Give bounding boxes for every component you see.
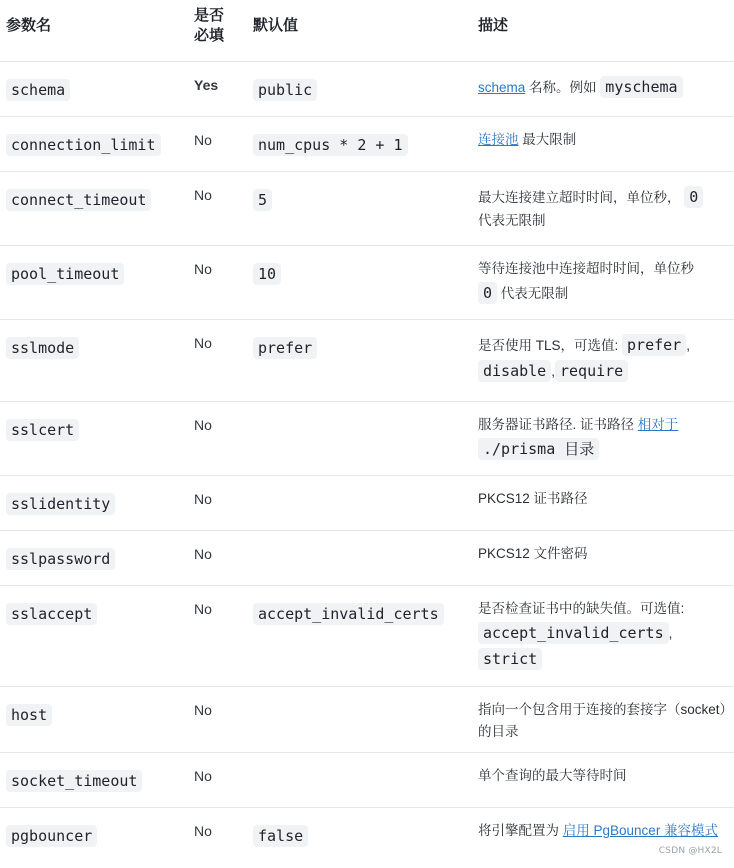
default-cell [247, 476, 472, 491]
description-text-2: 代表无限制 [478, 213, 546, 228]
default-cell [247, 62, 472, 103]
default-cell [247, 753, 472, 768]
default-code: public [253, 79, 317, 101]
description-separator: , [668, 626, 673, 641]
description-text: 等待连接池中连接超时时间，单位秒 [478, 261, 694, 276]
header-required-line1: 是否 [194, 7, 225, 24]
default-cell [247, 172, 472, 213]
param-name-code: host [6, 704, 52, 726]
description-cell [472, 320, 734, 384]
description-code: accept_invalid_certs [478, 622, 669, 644]
table-row [0, 320, 734, 402]
description-code: 0 [478, 282, 497, 304]
description-text: 名称。例如 [525, 80, 601, 95]
description-cell [472, 687, 734, 743]
description-text: 是否使用 TLS，可选值: [478, 338, 623, 353]
description-text: 服务器证书路径. 证书路径 [478, 417, 638, 432]
param-name-code: schema [6, 79, 70, 101]
default-code: 5 [253, 189, 272, 211]
param-name-code: sslaccept [6, 603, 97, 625]
default-cell [247, 687, 472, 702]
description-code-3: require [555, 360, 628, 382]
description-text-2: 目录 [555, 440, 595, 458]
description-cell [472, 246, 734, 306]
required-value: No [194, 702, 212, 718]
param-name-code: socket_timeout [6, 770, 142, 792]
description-cell [472, 808, 734, 842]
description-cell [472, 62, 734, 100]
required-value: No [194, 335, 212, 351]
description-cell [472, 172, 734, 232]
description-text: 最大限制 [518, 132, 577, 147]
table-row [0, 808, 734, 868]
required-value: No [194, 601, 212, 617]
header-required [188, 0, 247, 46]
table-row [0, 687, 734, 753]
param-name-cell [0, 531, 188, 572]
description-code: 0 [684, 186, 703, 208]
watermark: CSDN @HX2L [658, 846, 722, 856]
default-code: 10 [253, 263, 281, 285]
pgbouncer-mode-link[interactable]: 启用 PgBouncer 兼容模式 [562, 823, 719, 838]
required-value: No [194, 768, 212, 784]
default-cell [247, 402, 472, 417]
default-code: num_cpus * 2 + 1 [253, 134, 408, 156]
param-name-code: connect_timeout [6, 189, 151, 211]
required-value: No [194, 491, 212, 507]
header-param-name: 参数名 [6, 17, 52, 34]
default-code: false [253, 825, 308, 847]
description-separator: , [686, 338, 690, 353]
header-required-line2: 必填 [194, 27, 225, 44]
description-text: PKCS12 文件密码 [478, 546, 588, 561]
description-code-2: strict [478, 648, 542, 670]
description-cell [472, 476, 734, 510]
required-value: No [194, 823, 212, 839]
required-value: Yes [194, 77, 219, 93]
description-code [478, 438, 599, 460]
param-name-code: pool_timeout [6, 263, 124, 285]
param-name-code: sslcert [6, 419, 79, 441]
relative-to-link[interactable]: 相对于 [637, 417, 679, 432]
param-name-cell [0, 753, 188, 794]
param-name-cell [0, 476, 188, 517]
connection-pool-link[interactable]: 连接池 [478, 132, 519, 147]
description-text: 最大连接建立超时时间，单位秒， [478, 190, 681, 205]
prisma-dir-code: ./prisma [483, 440, 556, 458]
required-value: No [194, 132, 212, 148]
header-description: 描述 [478, 17, 509, 34]
description-text: 指向一个包含用于连接的套接字（socket）的目录 [478, 702, 727, 739]
required-value: No [194, 417, 212, 433]
default-cell [247, 246, 472, 287]
param-name-cell [0, 117, 188, 158]
default-cell [247, 531, 472, 546]
param-name-cell [0, 62, 188, 103]
required-value: No [194, 261, 212, 277]
header-default: 默认值 [253, 17, 299, 34]
description-cell [472, 117, 734, 151]
default-code: prefer [253, 337, 317, 359]
default-cell [247, 320, 472, 361]
required-value: No [194, 546, 212, 562]
param-name-code: connection_limit [6, 134, 161, 156]
default-cell [247, 586, 472, 627]
required-value: No [194, 187, 212, 203]
schema-link[interactable]: schema [478, 80, 526, 95]
description-cell [472, 586, 734, 672]
description-cell [472, 753, 734, 787]
param-name-cell [0, 402, 188, 443]
param-name-cell [0, 687, 188, 728]
description-separator-2: , [551, 364, 555, 379]
param-name-cell [0, 808, 188, 849]
description-cell [472, 531, 734, 565]
description-code-2: disable [478, 360, 551, 382]
param-name-code: sslpassword [6, 548, 115, 570]
table-row [0, 531, 734, 586]
param-name-code: sslmode [6, 337, 79, 359]
description-text: PKCS12 证书路径 [478, 491, 588, 506]
table-row [0, 62, 734, 117]
param-name-cell [0, 586, 188, 627]
param-name-code: sslidentity [6, 493, 115, 515]
param-name-cell [0, 246, 188, 287]
table-row [0, 246, 734, 320]
param-name-cell [0, 172, 188, 213]
table-row [0, 753, 734, 808]
table-row [0, 117, 734, 172]
table-row [0, 476, 734, 531]
default-cell [247, 808, 472, 849]
default-cell [247, 117, 472, 158]
table-row [0, 586, 734, 687]
param-name-code: pgbouncer [6, 825, 97, 847]
table-header [0, 0, 734, 62]
table-row [0, 402, 734, 476]
param-name-cell [0, 320, 188, 361]
description-text-2: 代表无限制 [497, 286, 569, 301]
description-code: prefer [622, 334, 686, 356]
table-row [0, 172, 734, 246]
default-code: accept_invalid_certs [253, 603, 444, 625]
description-text: 是否检查证书中的缺失值。可选值: [478, 601, 685, 616]
description-code: myschema [600, 76, 682, 98]
description-cell [472, 402, 734, 462]
description-text: 单个查询的最大等待时间 [478, 768, 627, 783]
description-text: 将引擎配置为 [478, 823, 563, 838]
